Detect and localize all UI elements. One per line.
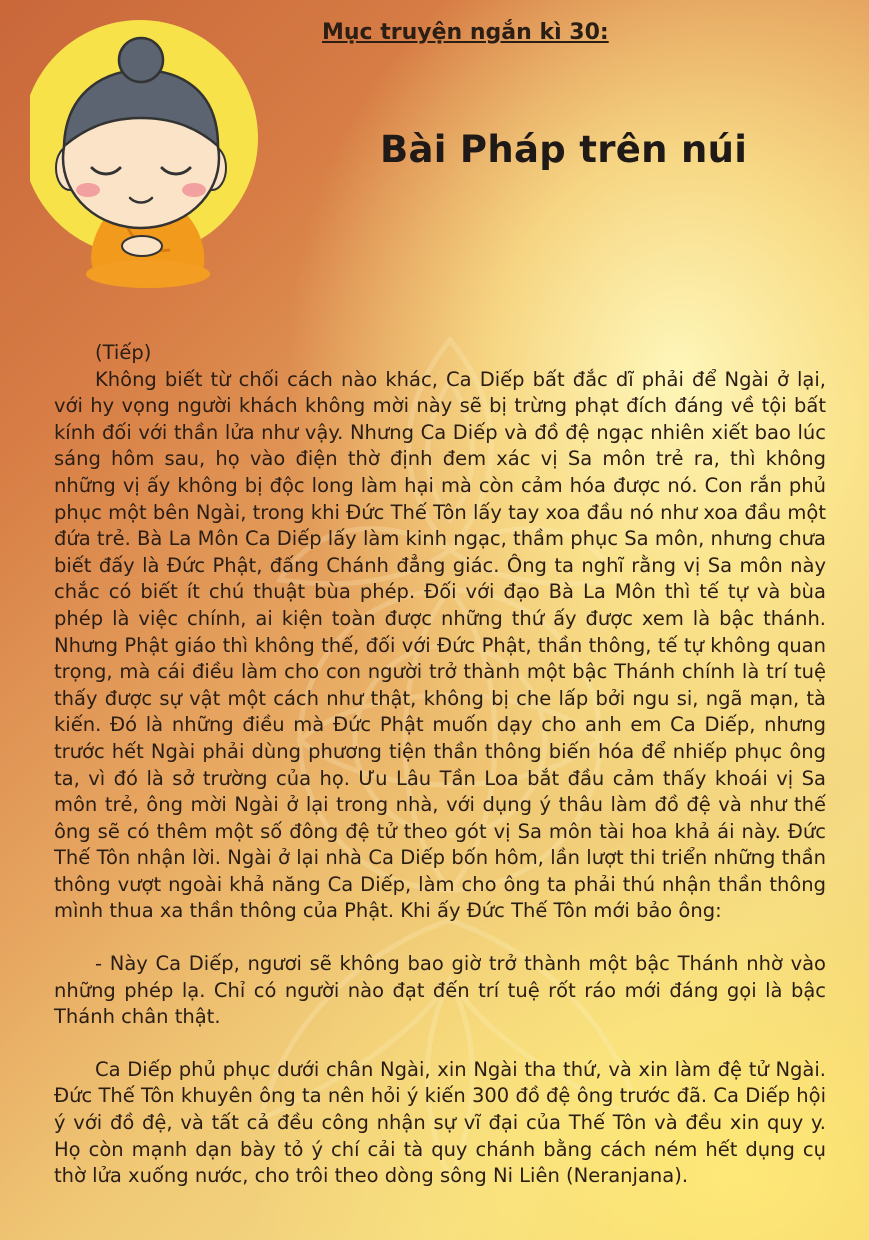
monk-icon (30, 18, 265, 298)
continued-label: (Tiếp) (95, 341, 152, 364)
story-body (54, 340, 826, 1190)
series-title: Mục truyện ngắn kì 30: (322, 20, 609, 45)
paragraph: Ca Diếp phủ phục dưới chân Ngài, xin Ngài tha thứ, và xin làm đệ tử Ngài. Đức Thế Tôn khuyên ông ta nên hỏi ý kiến 300 đồ đệ ông trước đã. Ca Diếp hội ý với đồ đệ, và tất cả đều công nhận sự vĩ đại của Thế Tôn và đều xin quy y. Họ còn mạnh dạn bày tỏ ý chí cải tà quy chánh bằng cách ném hết dụng cụ thờ lửa xuống nước, cho trôi theo dòng sông Ni Liên (Neranjana). (54, 1057, 826, 1188)
paragraph: Không biết từ chối cách nào khác, Ca Diếp bất đắc dĩ phải để Ngài ở lại, với hy vọng người khách không mời này sẽ bị trừng phạt đích đáng về tội bất kính đối với thần lửa như vậy. Nhưng Ca Diếp và đồ đệ ngạc nhiên xiết bao lúc sáng hôm sau, họ vào điện thờ định đem xác vị Sa môn trẻ ra, thì không những vị ấy không bị độc long làm hại mà còn cảm hóa được nó. Con rắn phủ phục một bên Ngài, trong khi Đức Thế Tôn lấy tay xoa đầu nó như xoa đầu một đứa trẻ. Bà La Môn Ca Diếp lấy làm kinh ngạc, thầm phục Sa môn, nhưng chưa biết đấy là Đức Phật, đấng Chánh đẳng giác. Ông ta nghĩ rằng vị Sa môn này chắc có biết ít chú thuật bùa phép. Đối với đạo Bà La Môn thì tế tự và bùa phép là việc chính, ai kiện toàn được những thứ ấy được xem là bậc thánh. Nhưng Phật giáo thì không thế, đối với Đức Phật, thần thông, tế tự không quan trọng, mà cái điều làm cho con người trở thành một bậc Thánh chính là trí tuệ thấy được sự vật một cách như thật, không bị che lấp bởi ngu si, ngã mạn, tà kiến. Đó là những điều mà Đức Phật muốn dạy cho anh em Ca Diếp, nhưng trước hết Ngài phải dùng phương tiện thần thông biến hóa để nhiếp phục ông ta, vì đó là sở trường của họ. Ưu Lâu Tần Loa bắt đầu cảm thấy khoái vị Sa môn trẻ, ông mời Ngài ở lại trong nhà, với dụng ý thâu làm đồ đệ và như thế ông sẽ có thêm một số đông đệ tử theo gót vị Sa môn tài hoa khả ái này. Đức Thế Tôn nhận lời. Ngài ở lại nhà Ca Diếp bốn hôm, lần lượt thi triển những thần thông vượt ngoài khả năng Ca Diếp, làm cho ông ta phải thú nhận thần thông mình thua xa thần thông của Phật. Khi ấy Đức Thế Tôn mới bảo ông: (54, 367, 826, 923)
story-title: Bài Pháp trên núi (380, 128, 748, 171)
paragraph: - Này Ca Diếp, ngươi sẽ không bao giờ trở thành một bậc Thánh nhờ vào những phép lạ. Chỉ có người nào đạt đến trí tuệ rốt ráo mới đáng gọi là bậc Thánh chân thật. (54, 952, 826, 1029)
